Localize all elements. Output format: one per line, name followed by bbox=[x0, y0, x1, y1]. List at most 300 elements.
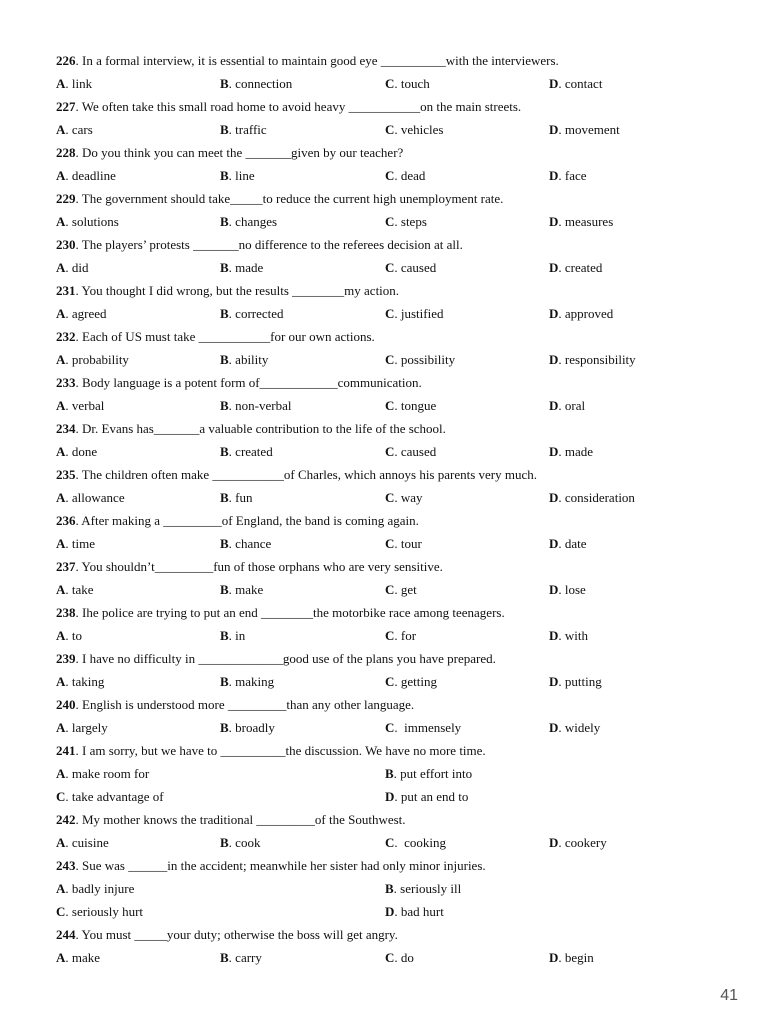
option-text: solutions bbox=[68, 214, 119, 229]
options-row bbox=[56, 580, 736, 603]
answer-option[interactable] bbox=[385, 166, 425, 186]
option-letter-separator: . bbox=[558, 628, 562, 643]
answer-option[interactable] bbox=[56, 879, 134, 899]
question-line bbox=[56, 327, 736, 350]
answer-option[interactable] bbox=[56, 396, 104, 416]
question-number-separator: . bbox=[75, 53, 79, 68]
option-letter: B bbox=[220, 835, 229, 850]
question-list bbox=[56, 51, 736, 971]
question-item bbox=[56, 419, 736, 465]
option-letter: C bbox=[385, 720, 395, 735]
option-text: deadline bbox=[68, 168, 116, 183]
option-text: connection bbox=[231, 76, 293, 91]
option-text: traffic bbox=[231, 122, 267, 137]
option-text: movement bbox=[561, 122, 620, 137]
option-letter: C bbox=[56, 789, 66, 804]
question-line bbox=[56, 925, 736, 948]
question-number-separator: . bbox=[75, 858, 79, 873]
answer-option[interactable] bbox=[56, 580, 94, 600]
answer-option[interactable] bbox=[56, 304, 107, 324]
question-item bbox=[56, 649, 736, 695]
question-text: Dr. Evans has_______a valuable contribution to the life of the school. bbox=[78, 421, 446, 436]
options-row bbox=[56, 442, 736, 465]
option-letter-separator: . bbox=[228, 122, 232, 137]
option-letter: A bbox=[56, 122, 66, 137]
answer-option[interactable] bbox=[385, 718, 461, 738]
option-letter-separator: . bbox=[394, 674, 398, 689]
answer-option[interactable] bbox=[220, 166, 255, 186]
options-row bbox=[56, 166, 736, 189]
question-item bbox=[56, 143, 736, 189]
option-letter: C bbox=[385, 950, 395, 965]
option-letter: D bbox=[549, 122, 559, 137]
question-text: The children often make ___________of Charles, which annoys his parents very much. bbox=[78, 467, 538, 482]
answer-option[interactable] bbox=[56, 902, 143, 922]
option-letter-separator: . bbox=[228, 306, 232, 321]
option-text: with bbox=[561, 628, 589, 643]
option-text: responsibility bbox=[561, 352, 636, 367]
option-letter: C bbox=[385, 76, 395, 91]
option-letter-separator: . bbox=[558, 444, 562, 459]
option-letter-separator: . bbox=[228, 490, 232, 505]
option-letter-separator: . bbox=[394, 214, 398, 229]
option-letter: B bbox=[220, 582, 229, 597]
answer-option[interactable] bbox=[56, 442, 97, 462]
option-letter-separator: . bbox=[393, 881, 397, 896]
option-letter: B bbox=[220, 306, 229, 321]
answer-option[interactable] bbox=[549, 948, 594, 968]
option-letter-separator: . bbox=[394, 260, 398, 275]
question-item bbox=[56, 51, 736, 97]
option-letter: A bbox=[56, 720, 66, 735]
option-text: cuisine bbox=[68, 835, 109, 850]
option-letter-separator: . bbox=[558, 76, 562, 91]
answer-option[interactable] bbox=[385, 902, 444, 922]
question-line bbox=[56, 810, 736, 833]
answer-option[interactable] bbox=[56, 833, 109, 853]
question-item bbox=[56, 603, 736, 649]
answer-option[interactable] bbox=[385, 948, 414, 968]
question-number-separator: . bbox=[75, 421, 79, 436]
option-letter-separator: . bbox=[394, 950, 398, 965]
options-row bbox=[56, 258, 736, 281]
question-text: The government should take_____to reduce the current high unemployment rate. bbox=[78, 191, 504, 206]
answer-option[interactable] bbox=[385, 764, 472, 784]
option-letter: D bbox=[549, 582, 559, 597]
answer-option[interactable] bbox=[385, 534, 422, 554]
option-text: fun bbox=[231, 490, 253, 505]
option-letter-separator: . bbox=[228, 214, 232, 229]
option-letter: C bbox=[385, 835, 395, 850]
option-text: changes bbox=[231, 214, 278, 229]
option-text: seriously hurt bbox=[68, 904, 144, 919]
question-line bbox=[56, 373, 736, 396]
answer-option[interactable] bbox=[549, 396, 585, 416]
answer-option[interactable] bbox=[220, 350, 268, 370]
question-number: 229 bbox=[56, 191, 76, 206]
answer-option[interactable] bbox=[549, 304, 613, 324]
answer-option[interactable] bbox=[385, 833, 446, 853]
options-row bbox=[56, 304, 736, 327]
option-letter: A bbox=[56, 835, 66, 850]
question-text: You shouldn’t_________fun of those orphans who are very sensitive. bbox=[78, 559, 443, 574]
question-line bbox=[56, 557, 736, 580]
question-line bbox=[56, 465, 736, 488]
option-text: verbal bbox=[68, 398, 105, 413]
option-letter-separator: . bbox=[228, 168, 232, 183]
option-text: to bbox=[68, 628, 83, 643]
option-letter-separator: . bbox=[394, 122, 398, 137]
option-letter-separator: . bbox=[228, 582, 232, 597]
option-letter: D bbox=[549, 536, 559, 551]
option-letter-separator: . bbox=[228, 444, 232, 459]
option-letter: C bbox=[385, 260, 395, 275]
options-row bbox=[56, 879, 736, 902]
option-letter-separator: . bbox=[228, 398, 232, 413]
option-letter-separator: . bbox=[394, 306, 398, 321]
answer-option[interactable] bbox=[56, 534, 95, 554]
option-text: cars bbox=[68, 122, 93, 137]
option-text: way bbox=[397, 490, 423, 505]
question-number-separator: . bbox=[75, 513, 79, 528]
answer-option[interactable] bbox=[56, 74, 92, 94]
options-row bbox=[56, 833, 736, 856]
answer-option[interactable] bbox=[220, 948, 262, 968]
question-item bbox=[56, 327, 736, 373]
answer-option[interactable] bbox=[385, 304, 444, 324]
option-letter-separator: . bbox=[394, 444, 398, 459]
option-letter-separator: . bbox=[228, 628, 232, 643]
answer-option[interactable] bbox=[385, 74, 430, 94]
question-number-separator: . bbox=[75, 237, 79, 252]
option-letter-separator: . bbox=[228, 720, 232, 735]
answer-option[interactable] bbox=[549, 442, 593, 462]
option-letter: A bbox=[56, 260, 66, 275]
answer-option[interactable] bbox=[549, 534, 587, 554]
question-number: 238 bbox=[56, 605, 76, 620]
option-text: immensely bbox=[397, 720, 462, 735]
option-letter: A bbox=[56, 950, 66, 965]
question-item bbox=[56, 97, 736, 143]
option-letter-separator: . bbox=[65, 352, 69, 367]
answer-option[interactable] bbox=[549, 626, 588, 646]
option-letter: A bbox=[56, 168, 66, 183]
option-letter-separator: . bbox=[65, 444, 69, 459]
option-letter: D bbox=[385, 789, 395, 804]
option-text: approved bbox=[561, 306, 614, 321]
options-row bbox=[56, 948, 736, 971]
option-text: ability bbox=[231, 352, 269, 367]
option-letter: B bbox=[220, 536, 229, 551]
answer-option[interactable] bbox=[56, 212, 119, 232]
question-line bbox=[56, 189, 736, 212]
option-text: probability bbox=[68, 352, 129, 367]
option-text: take bbox=[68, 582, 94, 597]
option-letter-separator: . bbox=[394, 628, 398, 643]
option-text: non-verbal bbox=[231, 398, 292, 413]
option-letter-separator: . bbox=[65, 536, 69, 551]
answer-option[interactable] bbox=[385, 258, 436, 278]
option-letter-separator: . bbox=[558, 398, 562, 413]
option-letter: D bbox=[549, 950, 559, 965]
option-text: tongue bbox=[397, 398, 437, 413]
question-text: You must _____your duty; otherwise the boss will get angry. bbox=[78, 927, 398, 942]
question-line bbox=[56, 51, 736, 74]
answer-option[interactable] bbox=[385, 350, 455, 370]
answer-option[interactable] bbox=[56, 718, 108, 738]
answer-option[interactable] bbox=[549, 833, 607, 853]
option-letter-separator: . bbox=[65, 674, 69, 689]
page-number: 41 bbox=[720, 987, 738, 1004]
option-letter: D bbox=[549, 214, 559, 229]
question-number: 232 bbox=[56, 329, 76, 344]
option-letter: B bbox=[220, 444, 229, 459]
option-text: made bbox=[561, 444, 594, 459]
question-item bbox=[56, 856, 736, 925]
answer-option[interactable] bbox=[549, 258, 602, 278]
answer-option[interactable] bbox=[220, 442, 273, 462]
answer-option[interactable] bbox=[56, 120, 93, 140]
option-text: created bbox=[231, 444, 273, 459]
option-letter: C bbox=[56, 904, 66, 919]
option-letter-separator: . bbox=[394, 536, 398, 551]
answer-option[interactable] bbox=[549, 718, 600, 738]
option-letter-separator: . bbox=[558, 490, 562, 505]
option-letter: A bbox=[56, 398, 66, 413]
option-letter: C bbox=[385, 582, 395, 597]
question-number: 237 bbox=[56, 559, 76, 574]
question-text: I have no difficulty in _____________good use of the plans you have prepared. bbox=[78, 651, 496, 666]
option-text: begin bbox=[561, 950, 594, 965]
option-text: cooking bbox=[397, 835, 447, 850]
question-number-separator: . bbox=[75, 99, 79, 114]
option-letter-separator: . bbox=[393, 766, 397, 781]
option-letter-separator: . bbox=[228, 260, 232, 275]
question-number-separator: . bbox=[75, 191, 79, 206]
option-letter: A bbox=[56, 214, 66, 229]
option-text: put effort into bbox=[396, 766, 473, 781]
option-letter: A bbox=[56, 881, 66, 896]
option-letter-separator: . bbox=[394, 789, 398, 804]
option-text: make bbox=[231, 582, 264, 597]
option-text: possibility bbox=[397, 352, 456, 367]
option-letter-separator: . bbox=[394, 352, 398, 367]
option-text: agreed bbox=[68, 306, 107, 321]
option-text: time bbox=[68, 536, 95, 551]
answer-option[interactable] bbox=[220, 626, 245, 646]
option-letter: D bbox=[549, 260, 559, 275]
option-text: face bbox=[561, 168, 587, 183]
question-item bbox=[56, 281, 736, 327]
question-line bbox=[56, 143, 736, 166]
question-number-separator: . bbox=[75, 812, 79, 827]
answer-option[interactable] bbox=[56, 488, 125, 508]
options-row bbox=[56, 626, 736, 649]
option-text: dead bbox=[397, 168, 426, 183]
option-text: link bbox=[68, 76, 93, 91]
options-row bbox=[56, 488, 736, 511]
question-text: English is understood more _________than any other language. bbox=[78, 697, 415, 712]
option-letter: B bbox=[220, 168, 229, 183]
answer-option[interactable] bbox=[385, 626, 416, 646]
option-letter-separator: . bbox=[65, 122, 69, 137]
option-letter-separator: . bbox=[65, 582, 69, 597]
option-text: badly injure bbox=[68, 881, 135, 896]
option-letter-separator: . bbox=[558, 168, 562, 183]
options-row bbox=[56, 396, 736, 419]
question-number: 226 bbox=[56, 53, 76, 68]
question-item bbox=[56, 741, 736, 810]
answer-option[interactable] bbox=[385, 120, 443, 140]
answer-option[interactable] bbox=[220, 304, 284, 324]
answer-option[interactable] bbox=[385, 672, 437, 692]
answer-option[interactable] bbox=[549, 212, 613, 232]
answer-option[interactable] bbox=[220, 74, 292, 94]
question-item bbox=[56, 810, 736, 856]
answer-option[interactable] bbox=[56, 948, 100, 968]
question-number: 228 bbox=[56, 145, 76, 160]
option-letter-separator: . bbox=[228, 76, 232, 91]
question-number: 241 bbox=[56, 743, 76, 758]
option-letter: D bbox=[549, 628, 559, 643]
answer-option[interactable] bbox=[549, 350, 636, 370]
option-text: do bbox=[397, 950, 414, 965]
question-number: 227 bbox=[56, 99, 76, 114]
answer-option[interactable] bbox=[385, 879, 461, 899]
answer-option[interactable] bbox=[220, 833, 260, 853]
option-letter: D bbox=[549, 76, 559, 91]
option-letter-separator: . bbox=[65, 260, 69, 275]
option-letter: A bbox=[56, 444, 66, 459]
answer-option[interactable] bbox=[385, 488, 423, 508]
answer-option[interactable] bbox=[56, 787, 164, 807]
answer-option[interactable] bbox=[56, 166, 116, 186]
option-text: make bbox=[68, 950, 101, 965]
option-letter-separator: . bbox=[65, 398, 69, 413]
option-text: oral bbox=[561, 398, 586, 413]
question-line bbox=[56, 856, 736, 879]
answer-option[interactable] bbox=[56, 626, 82, 646]
question-line bbox=[56, 419, 736, 442]
answer-option[interactable] bbox=[220, 580, 263, 600]
answer-option[interactable] bbox=[385, 396, 436, 416]
answer-option[interactable] bbox=[220, 718, 275, 738]
option-letter: B bbox=[220, 352, 229, 367]
option-letter-separator: . bbox=[65, 950, 69, 965]
answer-option[interactable] bbox=[56, 672, 104, 692]
option-letter: B bbox=[385, 766, 394, 781]
question-item bbox=[56, 465, 736, 511]
answer-option[interactable] bbox=[56, 258, 89, 278]
option-text: seriously ill bbox=[396, 881, 462, 896]
options-row bbox=[56, 350, 736, 373]
question-number-separator: . bbox=[75, 329, 79, 344]
option-letter-separator: . bbox=[558, 582, 562, 597]
option-letter-separator: . bbox=[558, 720, 562, 735]
option-letter: B bbox=[220, 260, 229, 275]
option-letter: A bbox=[56, 490, 66, 505]
question-number: 239 bbox=[56, 651, 76, 666]
option-text: date bbox=[561, 536, 587, 551]
question-text: Do you think you can meet the _______given by our teacher? bbox=[78, 145, 404, 160]
answer-option[interactable] bbox=[385, 787, 468, 807]
question-number: 235 bbox=[56, 467, 76, 482]
answer-option[interactable] bbox=[549, 74, 602, 94]
option-letter: D bbox=[549, 398, 559, 413]
answer-option[interactable] bbox=[549, 672, 602, 692]
answer-option[interactable] bbox=[220, 258, 263, 278]
option-text: made bbox=[231, 260, 264, 275]
options-row bbox=[56, 212, 736, 235]
option-letter-separator: . bbox=[558, 674, 562, 689]
option-text: justified bbox=[397, 306, 444, 321]
option-letter: D bbox=[385, 904, 395, 919]
answer-option[interactable] bbox=[549, 120, 620, 140]
option-letter-separator: . bbox=[65, 168, 69, 183]
option-letter: C bbox=[385, 352, 395, 367]
answer-option[interactable] bbox=[549, 488, 635, 508]
option-text: caused bbox=[397, 260, 437, 275]
option-letter-separator: . bbox=[394, 720, 398, 735]
question-number-separator: . bbox=[75, 927, 79, 942]
option-letter-separator: . bbox=[394, 168, 398, 183]
option-letter-separator: . bbox=[65, 835, 69, 850]
option-letter: C bbox=[385, 398, 395, 413]
answer-option[interactable] bbox=[220, 396, 291, 416]
option-letter: B bbox=[220, 122, 229, 137]
option-letter: C bbox=[385, 122, 395, 137]
option-text: taking bbox=[68, 674, 105, 689]
question-number-separator: . bbox=[75, 467, 79, 482]
question-item bbox=[56, 189, 736, 235]
option-text: chance bbox=[231, 536, 272, 551]
answer-option[interactable] bbox=[385, 212, 427, 232]
option-letter-separator: . bbox=[558, 352, 562, 367]
question-text: After making a _________of England, the band is coming again. bbox=[78, 513, 419, 528]
option-text: done bbox=[68, 444, 98, 459]
question-line bbox=[56, 235, 736, 258]
answer-option[interactable] bbox=[220, 120, 267, 140]
answer-option[interactable] bbox=[56, 350, 129, 370]
option-letter: A bbox=[56, 76, 66, 91]
option-letter-separator: . bbox=[65, 214, 69, 229]
option-letter-separator: . bbox=[394, 904, 398, 919]
answer-option[interactable] bbox=[220, 488, 253, 508]
question-text: Ihe police are trying to put an end ________the motorbike race among teenagers. bbox=[78, 605, 505, 620]
option-letter-separator: . bbox=[65, 76, 69, 91]
option-letter: D bbox=[549, 444, 559, 459]
option-text: vehicles bbox=[397, 122, 444, 137]
answer-option[interactable] bbox=[549, 166, 587, 186]
option-letter: D bbox=[549, 352, 559, 367]
answer-option[interactable] bbox=[220, 534, 271, 554]
option-letter: B bbox=[220, 950, 229, 965]
question-item bbox=[56, 695, 736, 741]
option-letter-separator: . bbox=[558, 214, 562, 229]
option-letter-separator: . bbox=[65, 628, 69, 643]
answer-option[interactable] bbox=[220, 672, 274, 692]
options-row bbox=[56, 534, 736, 557]
option-letter-separator: . bbox=[65, 720, 69, 735]
answer-option[interactable] bbox=[549, 580, 586, 600]
question-line bbox=[56, 741, 736, 764]
option-letter: A bbox=[56, 536, 66, 551]
answer-option[interactable] bbox=[385, 442, 436, 462]
answer-option[interactable] bbox=[56, 764, 149, 784]
answer-option[interactable] bbox=[220, 212, 277, 232]
answer-option[interactable] bbox=[385, 580, 417, 600]
option-letter: A bbox=[56, 628, 66, 643]
